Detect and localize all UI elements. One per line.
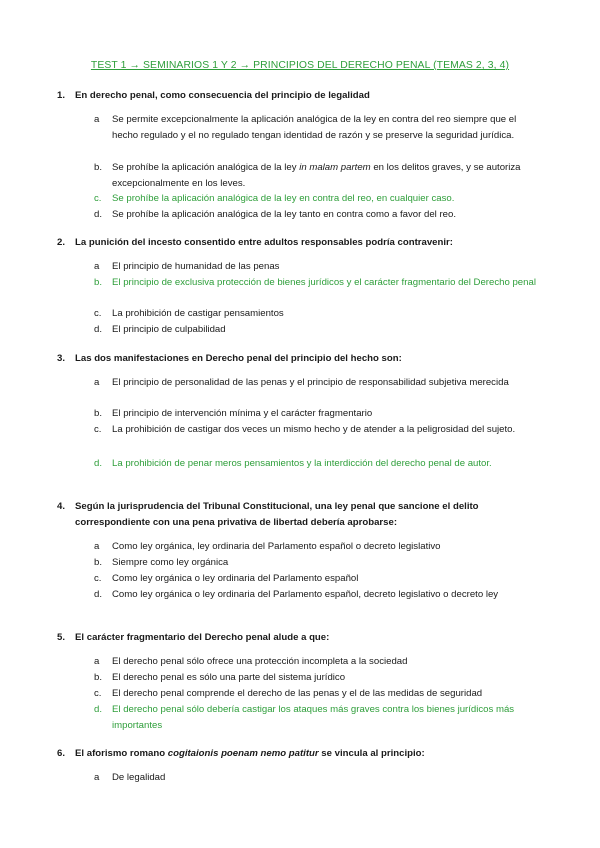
answer-letter: c. (94, 308, 102, 319)
question-text: El carácter fragmentario del Derecho penal alude a que: (75, 632, 330, 643)
answer-letter: d. (94, 209, 103, 220)
answer-text: Como ley orgánica o ley ordinaria del Parlamento español, decreto legislativo o decreto ley (112, 589, 499, 600)
answer-letter: a (94, 261, 100, 272)
answer-text: Siempre como ley orgánica (112, 557, 229, 568)
answer-text: Se permite excepcionalmente la aplicación analógica de la ley en contra del reo siempre que el hecho regulado y el no regulado tengan identidad de razón y se preserve la seguridad jurídica. (112, 114, 517, 141)
answer-text: La prohibición de castigar pensamientos (112, 308, 284, 319)
question-text: El aforismo romano cogitaionis poenam nemo patitur se vincula al principio: (75, 748, 425, 759)
answer-text: Se prohíbe la aplicación analógica de la ley in malam partem en los delitos graves, y se autoriza excepcionalmente en los leves. (112, 162, 521, 189)
question-number: 1. (57, 90, 66, 101)
answer-text: Como ley orgánica o ley ordinaria del Parlamento español (112, 573, 359, 584)
question-text: En derecho penal, como consecuencia del principio de legalidad (75, 90, 370, 101)
answer-letter: c. (94, 688, 102, 699)
question-number: 2. (57, 237, 66, 248)
answer-text: El principio de culpabilidad (112, 324, 226, 335)
answer-letter: d. (94, 704, 103, 715)
answer-letter: b. (94, 557, 103, 568)
question-text: Según la jurisprudencia del Tribunal Constitucional, una ley penal que sancione el delito correspondiente con una pena privativa de libertad debería aprobarse: (75, 501, 479, 528)
question-text: Las dos manifestaciones en Derecho penal del principio del hecho son: (75, 353, 402, 364)
answer-text: El principio de intervención mínima y el carácter fragmentario (112, 408, 373, 419)
answer-text: Se prohíbe la aplicación analógica de la ley en contra del reo, en cualquier caso. (112, 193, 455, 204)
answer-text: La prohibición de penar meros pensamientos y la interdicción del derecho penal de autor. (112, 458, 492, 469)
answer-text: Se prohíbe la aplicación analógica de la ley tanto en contra como a favor del reo. (112, 209, 456, 220)
question-number: 5. (57, 632, 66, 643)
latin-term: in malam partem (299, 162, 371, 173)
answer-text: El derecho penal sólo ofrece una protección incompleta a la sociedad (112, 656, 408, 667)
answer-letter: d. (94, 324, 103, 335)
answer-letter: d. (94, 589, 103, 600)
answer-letter: a (94, 772, 100, 783)
answer-letter: d. (94, 458, 103, 469)
answer-text: Como ley orgánica, ley ordinaria del Parlamento español o decreto legislativo (112, 541, 441, 552)
answer-text: El derecho penal comprende el derecho de las penas y el de las medidas de seguridad (112, 688, 483, 699)
answer-text: El principio de personalidad de las penas y el principio de responsabilidad subjetiva merecida (112, 377, 509, 388)
answer-letter: b. (94, 672, 103, 683)
answer-letter: c. (94, 424, 102, 435)
answer-letter: a (94, 377, 100, 388)
answer-letter: a (94, 114, 100, 125)
question-number: 4. (57, 501, 66, 512)
question-text: La punición del incesto consentido entre adultos responsables podría contravenir: (75, 237, 453, 248)
question-number: 3. (57, 353, 66, 364)
answer-letter: a (94, 656, 100, 667)
answer-text: El principio de exclusiva protección de bienes jurídicos y el carácter fragmentario del Derecho penal (112, 277, 536, 288)
answer-text: La prohibición de castigar dos veces un mismo hecho y de atender a la peligrosidad del sujeto. (112, 424, 516, 435)
answer-letter: b. (94, 408, 103, 419)
question-number: 6. (57, 748, 66, 759)
answer-letter: b. (94, 277, 103, 288)
answer-letter: c. (94, 573, 102, 584)
answer-letter: b. (94, 162, 103, 173)
answer-text: De legalidad (112, 772, 166, 783)
answer-text: El derecho penal es sólo una parte del sistema jurídico (112, 672, 346, 683)
page-title: TEST 1 → SEMINARIOS 1 Y 2 → PRINCIPIOS DEL DERECHO PENAL (TEMAS 2, 3, 4) (90, 60, 510, 71)
answer-text: El derecho penal sólo debería castigar los ataques más graves contra los bienes jurídicos más importantes (112, 704, 515, 731)
answer-letter: c. (94, 193, 102, 204)
answer-text: El principio de humanidad de las penas (112, 261, 280, 272)
answer-letter: a (94, 541, 100, 552)
latin-aphorism: cogitaionis poenam nemo patitur (167, 748, 319, 759)
